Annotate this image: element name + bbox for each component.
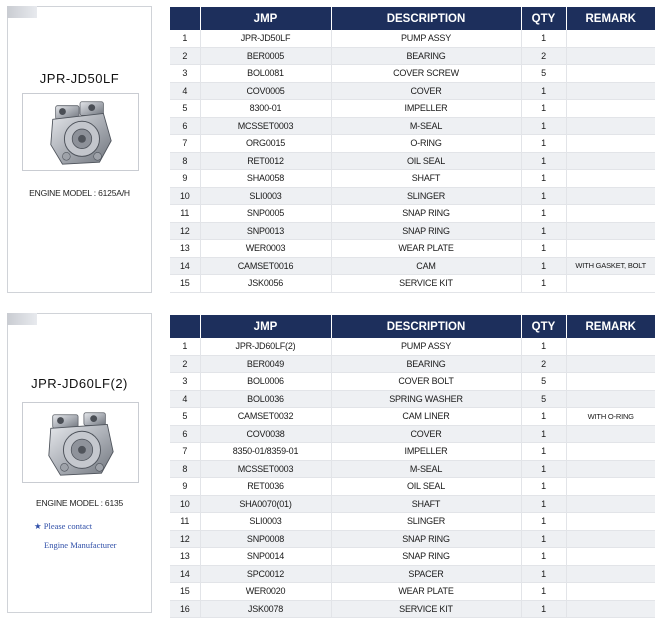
cell-remark	[566, 135, 655, 153]
product-card-jd60lf2	[7, 313, 152, 613]
cell-no: 5	[170, 100, 200, 118]
cell-description: SPRING WASHER	[331, 390, 521, 408]
cell-no: 12	[170, 530, 200, 548]
cell-no: 11	[170, 513, 200, 531]
table-row	[170, 513, 655, 531]
cell-no: 4	[170, 82, 200, 100]
cell-description: COVER BOLT	[331, 373, 521, 391]
pump-photo-icon	[23, 403, 138, 482]
model-title: JPR-JD60LF(2)	[31, 376, 128, 391]
cell-qty: 1	[521, 100, 566, 118]
cell-no: 7	[170, 135, 200, 153]
cell-jmp: RET0012	[200, 152, 331, 170]
table-row	[170, 355, 655, 373]
cell-no: 13	[170, 548, 200, 566]
cell-qty: 1	[521, 30, 566, 47]
cell-jmp: SNP0008	[200, 530, 331, 548]
cell-remark	[566, 460, 655, 478]
col-header-remark: REMARK	[566, 315, 655, 338]
cell-no: 16	[170, 600, 200, 618]
cell-qty: 1	[521, 222, 566, 240]
cell-jmp: CAMSET0016	[200, 257, 331, 275]
cell-description: IMPELLER	[331, 100, 521, 118]
table-header-row	[170, 315, 655, 338]
col-header-qty: QTY	[521, 7, 566, 30]
cell-qty: 1	[521, 548, 566, 566]
cell-description: CAM LINER	[331, 408, 521, 426]
table-row	[170, 257, 655, 275]
cell-remark	[566, 513, 655, 531]
cell-qty: 1	[521, 530, 566, 548]
cell-jmp: SNP0005	[200, 205, 331, 223]
cell-remark	[566, 100, 655, 118]
cell-remark	[566, 187, 655, 205]
cell-qty: 1	[521, 583, 566, 601]
cell-remark	[566, 390, 655, 408]
cell-jmp: JSK0056	[200, 275, 331, 293]
cell-jmp: BOL0036	[200, 390, 331, 408]
cell-qty: 1	[521, 275, 566, 293]
cell-description: M-SEAL	[331, 460, 521, 478]
cell-qty: 1	[521, 478, 566, 496]
contact-note-manufacturer: Engine Manufacturer	[44, 540, 117, 550]
cell-qty: 1	[521, 513, 566, 531]
cell-remark	[566, 152, 655, 170]
cell-qty: 1	[521, 257, 566, 275]
cell-jmp: MCSSET0003	[200, 460, 331, 478]
col-header-jmp: JMP	[200, 315, 331, 338]
cell-jmp: CAMSET0032	[200, 408, 331, 426]
cell-description: SERVICE KIT	[331, 275, 521, 293]
cell-description: COVER	[331, 82, 521, 100]
cell-jmp: MCSSET0003	[200, 117, 331, 135]
card-corner-accent	[7, 313, 37, 325]
cell-qty: 1	[521, 408, 566, 426]
table-row	[170, 152, 655, 170]
engine-model-label: ENGINE MODEL : 6125A/H	[29, 188, 130, 198]
col-header-description: DESCRIPTION	[331, 315, 521, 338]
cell-description: OIL SEAL	[331, 152, 521, 170]
cell-no: 8	[170, 152, 200, 170]
cell-qty: 1	[521, 460, 566, 478]
cell-description: OIL SEAL	[331, 478, 521, 496]
table-row	[170, 338, 655, 355]
product-photo-frame	[22, 402, 139, 483]
table-row	[170, 135, 655, 153]
cell-jmp: SNP0013	[200, 222, 331, 240]
col-header-qty: QTY	[521, 315, 566, 338]
table-row	[170, 443, 655, 461]
col-header-remark: REMARK	[566, 7, 655, 30]
cell-jmp: SPC0012	[200, 565, 331, 583]
cell-description: COVER SCREW	[331, 65, 521, 83]
cell-remark	[566, 495, 655, 513]
table-row	[170, 495, 655, 513]
cell-no: 6	[170, 425, 200, 443]
cell-remark	[566, 355, 655, 373]
table-row	[170, 222, 655, 240]
cell-qty: 5	[521, 390, 566, 408]
cell-qty: 2	[521, 47, 566, 65]
cell-jmp: SHA0058	[200, 170, 331, 188]
cell-no: 2	[170, 47, 200, 65]
table-row	[170, 47, 655, 65]
product-card-jd50lf	[7, 6, 152, 293]
table-row	[170, 548, 655, 566]
cell-remark	[566, 548, 655, 566]
table-row	[170, 460, 655, 478]
cell-remark: WITH GASKET, BOLT	[566, 257, 655, 275]
cell-jmp: WER0003	[200, 240, 331, 258]
cell-description: O-RING	[331, 135, 521, 153]
cell-qty: 1	[521, 205, 566, 223]
cell-jmp: BOL0081	[200, 65, 331, 83]
cell-description: SLINGER	[331, 513, 521, 531]
cell-qty: 1	[521, 240, 566, 258]
cell-jmp: 8300-01	[200, 100, 331, 118]
cell-qty: 1	[521, 135, 566, 153]
table-row	[170, 583, 655, 601]
table-row	[170, 275, 655, 293]
cell-qty: 2	[521, 355, 566, 373]
cell-jmp: SLI0003	[200, 187, 331, 205]
cell-no: 1	[170, 30, 200, 47]
engine-model-label: ENGINE MODEL : 6135	[35, 498, 124, 508]
cell-description: PUMP ASSY	[331, 338, 521, 355]
product-photo-frame	[22, 93, 139, 171]
cell-remark	[566, 530, 655, 548]
table-row	[170, 240, 655, 258]
col-header-no	[170, 315, 200, 338]
table-row	[170, 187, 655, 205]
parts-table-jd50lf	[170, 7, 655, 293]
contact-note: ★ Please contact	[34, 521, 93, 531]
cell-no: 5	[170, 408, 200, 426]
cell-jmp: COV0005	[200, 82, 331, 100]
table-header-row	[170, 7, 655, 30]
cell-jmp: 8350-01/8359-01	[200, 443, 331, 461]
table-row	[170, 30, 655, 47]
cell-no: 9	[170, 170, 200, 188]
table-row	[170, 425, 655, 443]
table-row	[170, 373, 655, 391]
cell-qty: 1	[521, 152, 566, 170]
cell-remark	[566, 117, 655, 135]
cell-description: SNAP RING	[331, 222, 521, 240]
cell-description: COVER	[331, 425, 521, 443]
table-row	[170, 478, 655, 496]
cell-no: 15	[170, 583, 200, 601]
cell-no: 10	[170, 495, 200, 513]
cell-description: CAM	[331, 257, 521, 275]
cell-description: WEAR PLATE	[331, 240, 521, 258]
cell-qty: 1	[521, 443, 566, 461]
cell-jmp: BER0049	[200, 355, 331, 373]
cell-remark	[566, 65, 655, 83]
table-row	[170, 170, 655, 188]
cell-no: 6	[170, 117, 200, 135]
cell-description: SHAFT	[331, 170, 521, 188]
cell-jmp: JSK0078	[200, 600, 331, 618]
cell-description: BEARING	[331, 47, 521, 65]
cell-qty: 1	[521, 495, 566, 513]
col-header-jmp: JMP	[200, 7, 331, 30]
cell-remark	[566, 478, 655, 496]
cell-remark	[566, 170, 655, 188]
cell-no: 1	[170, 338, 200, 355]
cell-jmp: SHA0070(01)	[200, 495, 331, 513]
cell-no: 14	[170, 565, 200, 583]
cell-no: 8	[170, 460, 200, 478]
cell-no: 12	[170, 222, 200, 240]
cell-jmp: COV0038	[200, 425, 331, 443]
cell-remark	[566, 222, 655, 240]
cell-no: 10	[170, 187, 200, 205]
cell-qty: 1	[521, 187, 566, 205]
cell-jmp: SLI0003	[200, 513, 331, 531]
table-row	[170, 100, 655, 118]
cell-qty: 1	[521, 425, 566, 443]
cell-qty: 1	[521, 600, 566, 618]
table-row	[170, 530, 655, 548]
pump-photo-icon	[23, 94, 138, 170]
cell-jmp: BOL0006	[200, 373, 331, 391]
cell-remark	[566, 30, 655, 47]
cell-remark: WITH O-RING	[566, 408, 655, 426]
cell-description: BEARING	[331, 355, 521, 373]
cell-qty: 1	[521, 338, 566, 355]
col-header-no	[170, 7, 200, 30]
cell-remark	[566, 600, 655, 618]
cell-no: 13	[170, 240, 200, 258]
cell-remark	[566, 373, 655, 391]
cell-description: IMPELLER	[331, 443, 521, 461]
cell-description: SHAFT	[331, 495, 521, 513]
cell-no: 9	[170, 478, 200, 496]
table-row	[170, 390, 655, 408]
parts-body	[170, 30, 655, 292]
cell-remark	[566, 205, 655, 223]
cell-remark	[566, 583, 655, 601]
cell-jmp: JPR-JD60LF(2)	[200, 338, 331, 355]
cell-description: SERVICE KIT	[331, 600, 521, 618]
cell-no: 11	[170, 205, 200, 223]
parts-table-jd60lf2	[170, 315, 655, 618]
cell-qty: 1	[521, 170, 566, 188]
cell-description: PUMP ASSY	[331, 30, 521, 47]
model-title: JPR-JD50LF	[39, 71, 120, 86]
cell-description: SNAP RING	[331, 548, 521, 566]
cell-no: 3	[170, 373, 200, 391]
table-row	[170, 205, 655, 223]
cell-remark	[566, 82, 655, 100]
parts-body	[170, 338, 655, 618]
cell-qty: 1	[521, 565, 566, 583]
cell-qty: 5	[521, 373, 566, 391]
cell-remark	[566, 425, 655, 443]
cell-remark	[566, 443, 655, 461]
table-row	[170, 82, 655, 100]
table-row	[170, 565, 655, 583]
cell-remark	[566, 275, 655, 293]
cell-description: WEAR PLATE	[331, 583, 521, 601]
cell-no: 4	[170, 390, 200, 408]
cell-jmp: WER0020	[200, 583, 331, 601]
cell-remark	[566, 338, 655, 355]
cell-qty: 5	[521, 65, 566, 83]
cell-description: M-SEAL	[331, 117, 521, 135]
cell-description: SLINGER	[331, 187, 521, 205]
table-row	[170, 600, 655, 618]
cell-remark	[566, 47, 655, 65]
cell-jmp: ORG0015	[200, 135, 331, 153]
cell-jmp: RET0036	[200, 478, 331, 496]
cell-jmp: BER0005	[200, 47, 331, 65]
cell-qty: 1	[521, 117, 566, 135]
cell-no: 7	[170, 443, 200, 461]
cell-no: 15	[170, 275, 200, 293]
card-corner-accent	[7, 6, 37, 18]
cell-remark	[566, 240, 655, 258]
cell-qty: 1	[521, 82, 566, 100]
cell-jmp: JPR-JD50LF	[200, 30, 331, 47]
cell-jmp: SNP0014	[200, 548, 331, 566]
col-header-description: DESCRIPTION	[331, 7, 521, 30]
table-row	[170, 117, 655, 135]
table-row	[170, 65, 655, 83]
cell-description: SNAP RING	[331, 530, 521, 548]
cell-remark	[566, 565, 655, 583]
cell-no: 14	[170, 257, 200, 275]
cell-no: 3	[170, 65, 200, 83]
cell-description: SNAP RING	[331, 205, 521, 223]
table-row	[170, 408, 655, 426]
cell-no: 2	[170, 355, 200, 373]
cell-description: SPACER	[331, 565, 521, 583]
